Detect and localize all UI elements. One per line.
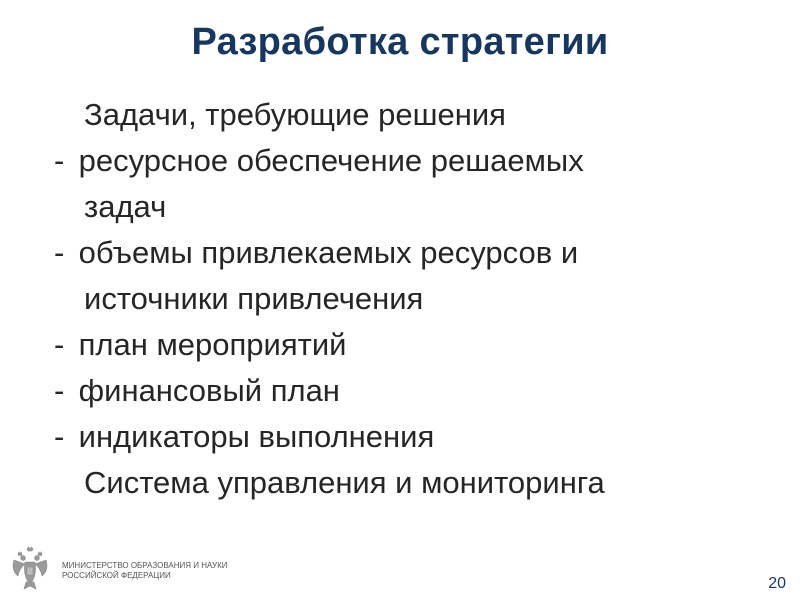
- slide-title: Разработка стратегии: [191, 21, 609, 63]
- list-dash: -: [54, 419, 65, 454]
- list-item: [54, 184, 774, 230]
- page-number: 20: [768, 575, 786, 592]
- task-list: [54, 92, 774, 506]
- list-item-text: Задачи, требующие решения: [84, 97, 506, 132]
- list-item-text: объемы привлекаемых ресурсов и: [78, 235, 579, 270]
- list-item: [54, 230, 774, 276]
- list-dash: -: [54, 143, 65, 178]
- list-item: [54, 414, 774, 460]
- ministry-caption: [62, 561, 227, 581]
- list-item: [54, 322, 774, 368]
- list-dash: -: [54, 373, 65, 408]
- list-item-text: задач: [84, 189, 167, 224]
- list-item: [54, 276, 774, 322]
- coat-of-arms-icon: [10, 546, 50, 592]
- ministry-line: МИНИСТЕРСТВО ОБРАЗОВАНИЯ И НАУКИ: [62, 561, 228, 570]
- list-item-text: источники привлечения: [84, 281, 424, 316]
- list-item-text: финансовый план: [78, 373, 340, 408]
- list-item: [54, 92, 774, 138]
- list-item-text: Система управления и мониторинга: [84, 465, 605, 500]
- list-item-text: план мероприятий: [78, 327, 347, 362]
- list-item: [54, 460, 774, 506]
- list-dash: -: [54, 235, 65, 270]
- list-dash: -: [54, 327, 65, 362]
- list-item-text: ресурсное обеспечение решаемых: [78, 143, 584, 178]
- list-item: [54, 368, 774, 414]
- slide-footer: [0, 540, 800, 600]
- ministry-line: РОССИЙСКОЙ ФЕДЕРАЦИИ: [62, 571, 171, 580]
- list-item: [54, 138, 774, 184]
- list-item-text: индикаторы выполнения: [78, 419, 435, 454]
